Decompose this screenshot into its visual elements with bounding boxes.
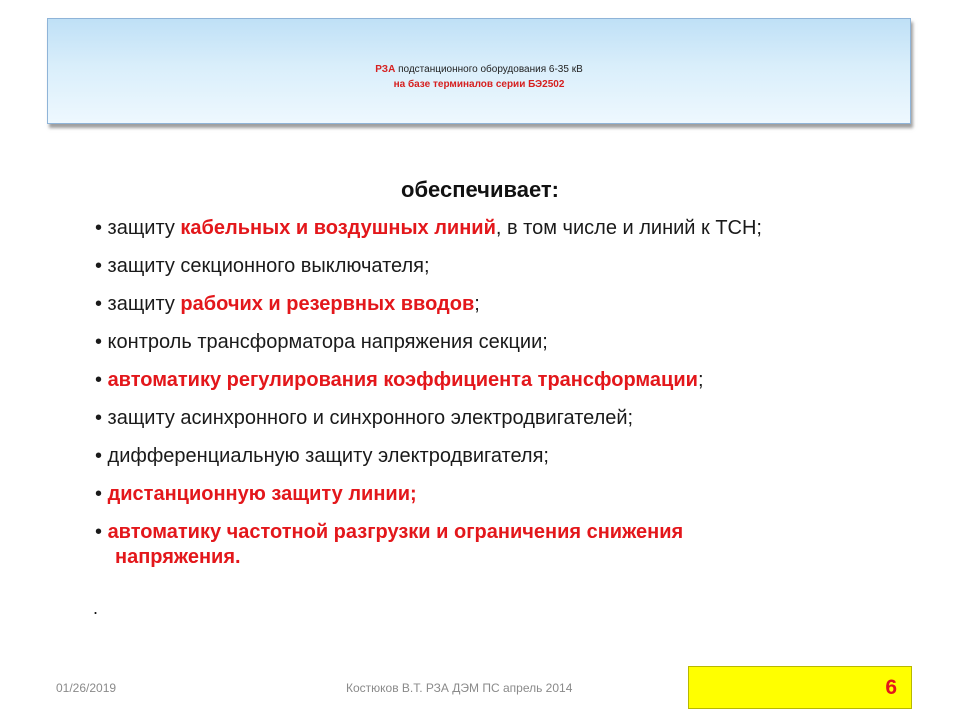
bullet-text: • [95, 369, 108, 391]
bullet-text: • защиту секционного выключателя; [95, 255, 430, 277]
bullet-item [95, 368, 915, 406]
footer-author: Костюков В.Т. РЗА ДЭМ ПС апрель 2014 [346, 681, 573, 695]
slide-heading: обеспечивает: [401, 177, 559, 202]
bullet-item [95, 406, 915, 444]
bullet-item [95, 330, 915, 368]
bullet-highlight: дистанционную защиту линии; [107, 483, 417, 505]
title-line-1 [48, 62, 910, 77]
title-line-2: на базе терминалов серии БЭ2502 [393, 79, 565, 90]
bullet-item [95, 254, 915, 292]
bullet-text: • контроль трансформатора напряжения секции; [95, 331, 548, 353]
bullet-highlight: кабельных и воздушных линий [180, 217, 496, 239]
bullet-text: • дифференциальную защиту электродвигателя; [95, 445, 549, 467]
bullet-item [95, 216, 915, 254]
bullet-continuation: напряжения. [115, 546, 241, 568]
bullet-text: • защиту [95, 217, 181, 239]
bullet-text: • защиту асинхронного и синхронного электродвигателей; [95, 407, 634, 429]
trailing-dot: . [93, 598, 99, 618]
bullet-item [95, 520, 915, 584]
bullet-text-end: ; [697, 369, 704, 391]
bullet-item [95, 292, 915, 330]
bullet-text-end: ; [474, 293, 480, 315]
bullet-text: • защиту [95, 293, 181, 315]
bullet-text-end: , в том числе и линий к ТСН; [495, 217, 762, 239]
bullet-list [95, 216, 915, 584]
title-rza: РЗА [375, 64, 396, 75]
footer-date: 01/26/2019 [56, 681, 117, 695]
bullet-highlight: автоматику регулирования коэффициента трансформации [107, 369, 698, 391]
bullet-highlight: рабочих и резервных вводов [180, 293, 475, 315]
bullet-item [95, 482, 915, 520]
bullet-text: • [95, 521, 108, 543]
title-line-1-text: подстанционного оборудования 6-35 кВ [395, 64, 583, 75]
page-number: 6 [885, 676, 897, 699]
slide-title-box [47, 18, 911, 124]
page-number-box [688, 666, 912, 709]
bullet-highlight: автоматику частотной разгрузки и ограничения снижения [107, 521, 684, 543]
bullet-item [95, 444, 915, 482]
bullet-text: • [95, 483, 108, 505]
